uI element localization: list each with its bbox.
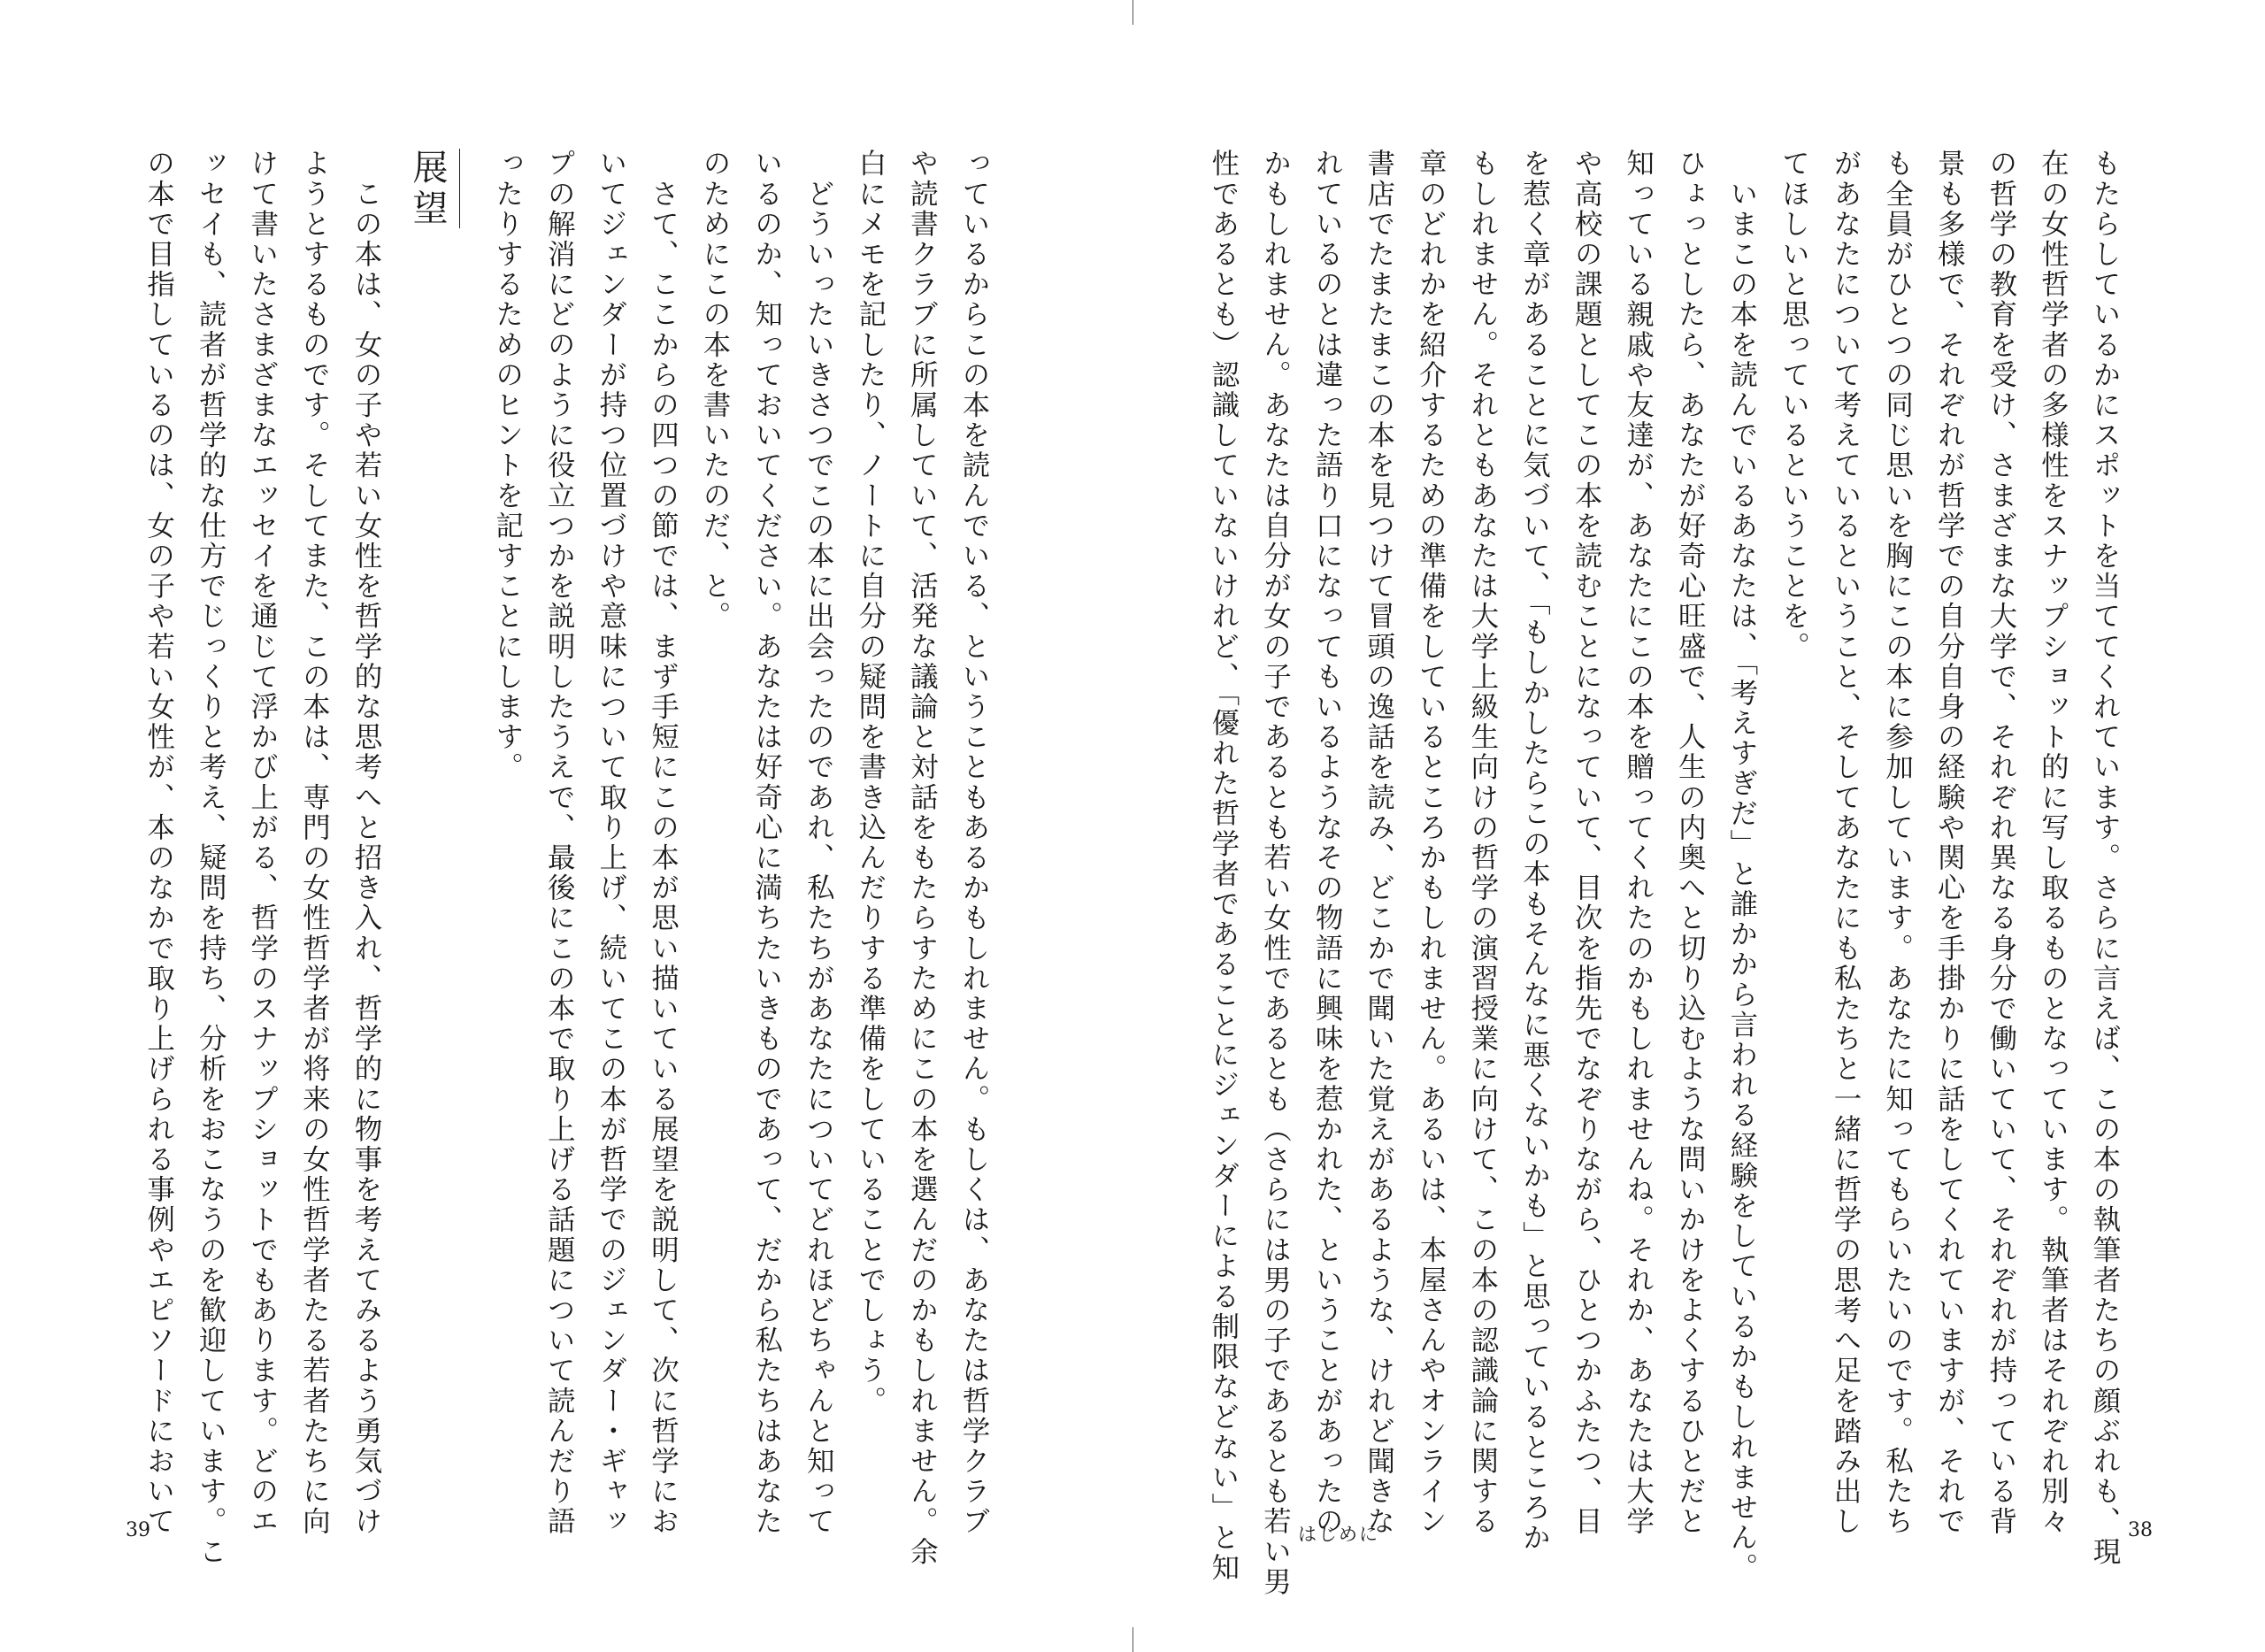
body-line: 在の女性哲学者の多様性をスナップショット的に写し取るものとなっています。執筆者はそれぞれ別々 [2037, 149, 2069, 1537]
body-line: もたらしているかにスポットを当ててくれています。さらに言えば、この本の執筆者たちの顔ぶれも、現 [2089, 149, 2121, 1567]
body-line: さて、ここからの四つの節では、まず手短にこの本が思い描いている展望を説明して、次に哲学にお [647, 149, 680, 1537]
body-line: もしれません。それともあなたは大学上級生向けの哲学の演習授業に向けて、この本の認識論に関する [1466, 149, 1499, 1537]
body-line: ひょっとしたら、あなたが好奇心旺盛で、人生の内奥へと切り込むような問いかけをよくするひとだと [1674, 149, 1707, 1537]
body-line: 書店でたまたまこの本を見つけて冒頭の逸話を読み、どこかで聞いた覚えがあるような、けれど聞きな [1363, 149, 1395, 1537]
page-number-right: 38 [2128, 1519, 2153, 1541]
body-line: れているのとは違った語り口になってもいるようなその物語に興味を惹かれた、ということがあったの [1311, 149, 1344, 1537]
left-page-body-top [481, 149, 1000, 1567]
crop-mark-top [1132, 0, 1133, 25]
body-line: かもしれません。あなたは自分が女の子であるとも若い女性であるとも（さらには男の子であるとも若い男 [1259, 149, 1292, 1597]
page-number-left: 39 [126, 1519, 150, 1541]
body-line: ッセイも、読者が哲学的な仕方でじっくりと考え、疑問を持ち、分析をおこなうのを歓迎しています。こ [195, 149, 227, 1567]
heading-rule [459, 149, 460, 228]
body-line: 白にメモを記したり、ノートに自分の疑問を書き込んだりする準備をしていることでしょう。 [854, 149, 887, 1417]
body-line: てほしいと思っているということを。 [1777, 149, 1810, 662]
body-line: 景も多様で、それぞれが哲学での自分自身の経験や関心を手掛かりに話をしてくれていますが、それで [1933, 149, 1966, 1537]
body-line: っているからこの本を読んでいる、ということもあるかもしれません。もしくは、あなたは哲学クラブ [958, 149, 990, 1537]
body-line: の本で目指しているのは、女の子や若い女性が、本のなかで取り上げられる事例やエピソードにおいて [142, 149, 175, 1537]
body-line: を惹く章があることに気づいて、「もしかしたらこの本もそんなに悪くないかも」と思っているところか [1518, 149, 1551, 1553]
body-line: のためにこの本を書いたのだ、と。 [699, 149, 732, 632]
body-line: いまこの本を読んでいるあなたは、「考えすぎだ」と誰かから言われる経験をしているかもしれません。 [1725, 149, 1758, 1584]
body-line: いてジェンダーが持つ位置づけや意味について取り上げ、続いてこの本が哲学でのジェンダー・ギャッ [595, 149, 627, 1537]
body-line: ったりするためのヒントを記すことにします。 [491, 149, 524, 783]
body-line: プの解消にどのように役立つかを説明したうえで、最後にこの本で取り上げる話題について読んだり語 [543, 149, 576, 1537]
crop-mark-bottom [1132, 1627, 1133, 1652]
body-line: ようとするものです。そしてまた、この本は、専門の女性哲学者が将来の女性哲学者たる若者たちに向 [298, 149, 331, 1537]
section-heading: 展望 [407, 149, 448, 230]
body-line: や高校の課題としてこの本を読むことになっていて、目次を指先でなぞりながら、ひとつかふたつ、目 [1570, 149, 1603, 1537]
body-line: や読書クラブに所属していて、活発な議論と対話をもたらすためにこの本を選んだのかもしれません。余 [906, 149, 939, 1567]
body-line: 知っている親戚や友達が、あなたにこの本を贈ってくれたのかもしれませんね。それか、あなたは大学 [1622, 149, 1655, 1537]
body-line: いるのか、知っておいてください。あなたは好奇心に満ちたいきものであって、だから私たちはあなた [750, 149, 783, 1537]
body-line: も全員がひとつの同じ思いを胸にこの本に参加しています。あなたに知ってもらいたいのです。私たち [1881, 149, 1914, 1537]
running-head: はじめに [1298, 1524, 1379, 1545]
body-line: どういったいきさつでこの本に出会ったのであれ、私たちがあなたについてどれほどちゃんと知って [802, 149, 835, 1537]
body-line: があなたについて考えているということ、そしてあなたにも私たちと一緒に哲学の思考へ足を踏み出し [1830, 149, 1862, 1537]
section-heading-block [389, 149, 478, 1432]
body-line: 章のどれかを紹介するための準備をしているところかもしれません。あるいは、本屋さんやオンライン [1415, 149, 1447, 1537]
body-line: この本は、女の子や若い女性を哲学的な思考へと招き入れ、哲学的に物事を考えてみるよう勇気づけ [349, 149, 382, 1537]
body-line: の哲学の教育を受け、さまざまな大学で、それぞれ異なる身分で働いていて、それぞれが持っている背 [1985, 149, 2017, 1537]
body-line: けて書いたさまざまなエッセイを通じて浮かび上がる、哲学のスナップショットでもあります。どのエ [246, 149, 279, 1537]
body-line: 性であるとも）認識していないけれど、「優れた哲学者であることにジェンダーによる制限などない」と知 [1207, 149, 1240, 1584]
